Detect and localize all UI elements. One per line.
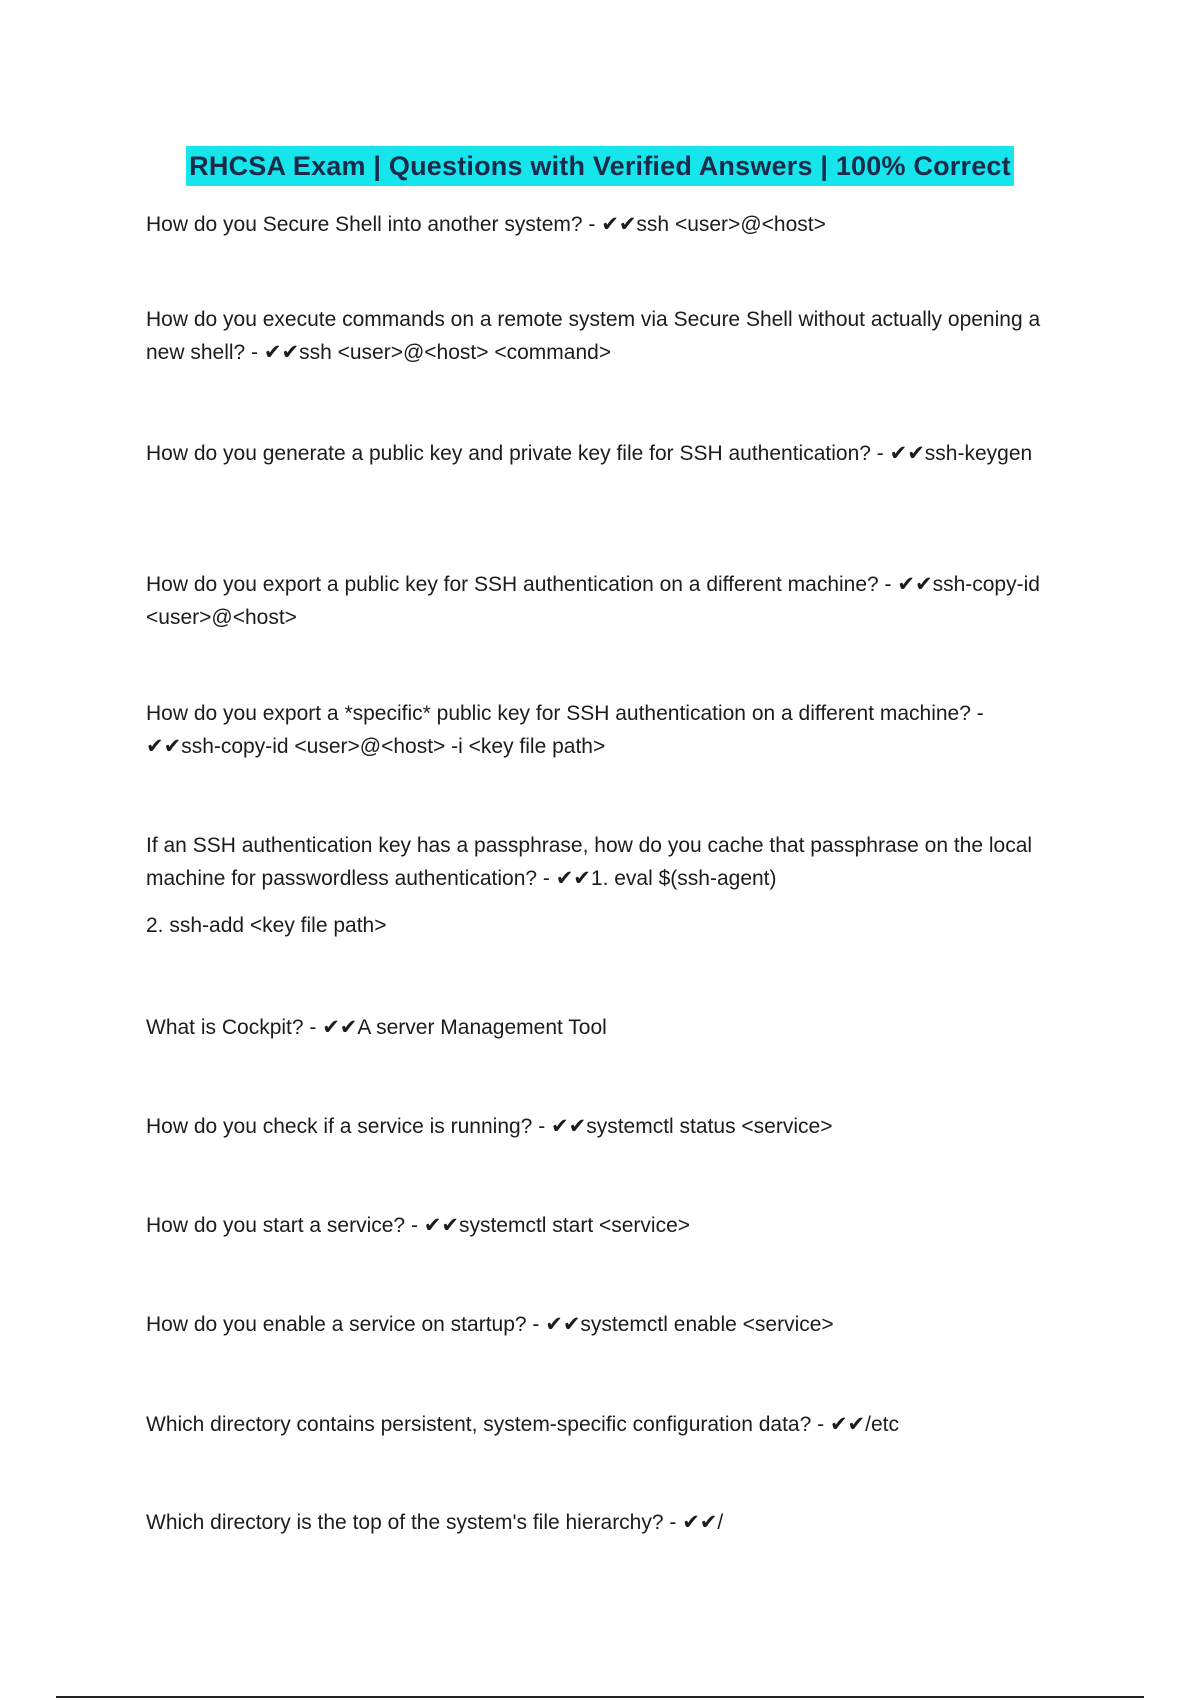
- qa-item-12: Which directory is the top of the system's file hierarchy? - ✔✔/: [146, 1511, 724, 1534]
- document-title: RHCSA Exam | Questions with Verified Answers | 100% Correct: [186, 146, 1014, 186]
- qa-item-4: How do you export a public key for SSH authentication on a different machine? - ✔✔ssh-copy-id <user>@<host>: [146, 573, 1040, 629]
- qa-item-6-question: If an SSH authentication key has a passphrase, how do you cache that passphrase on the local machine for passwordless authentication? - ✔✔1. eval $(ssh-agent): [146, 834, 1033, 890]
- qa-item-11: Which directory contains persistent, system-specific configuration data? - ✔✔/etc: [146, 1413, 899, 1436]
- qa-item-2: How do you execute commands on a remote system via Secure Shell without actually opening a new shell? - ✔✔ssh <user>@<host> <command>: [146, 308, 1041, 364]
- qa-item-6: [146, 829, 1046, 942]
- qa-item-1: How do you Secure Shell into another system? - ✔✔ssh <user>@<host>: [146, 213, 826, 236]
- footer-divider: [56, 1696, 1144, 1698]
- qa-item-9: How do you start a service? - ✔✔systemctl start <service>: [146, 1214, 691, 1237]
- qa-item-3: How do you generate a public key and private key file for SSH authentication? - ✔✔ssh-keygen: [146, 442, 1033, 465]
- qa-item-8: How do you check if a service is running? - ✔✔systemctl status <service>: [146, 1115, 833, 1138]
- qa-item-10: How do you enable a service on startup? - ✔✔systemctl enable <service>: [146, 1313, 834, 1336]
- qa-item-7: What is Cockpit? - ✔✔A server Management Tool: [146, 1016, 607, 1039]
- title-wrap: [0, 146, 1200, 186]
- qa-item-6-step-2: 2. ssh-add <key file path>: [146, 914, 387, 937]
- qa-item-5: How do you export a *specific* public key for SSH authentication on a different machine? - ✔✔ssh-copy-id <user>@<host> -i <key file path>: [146, 702, 984, 758]
